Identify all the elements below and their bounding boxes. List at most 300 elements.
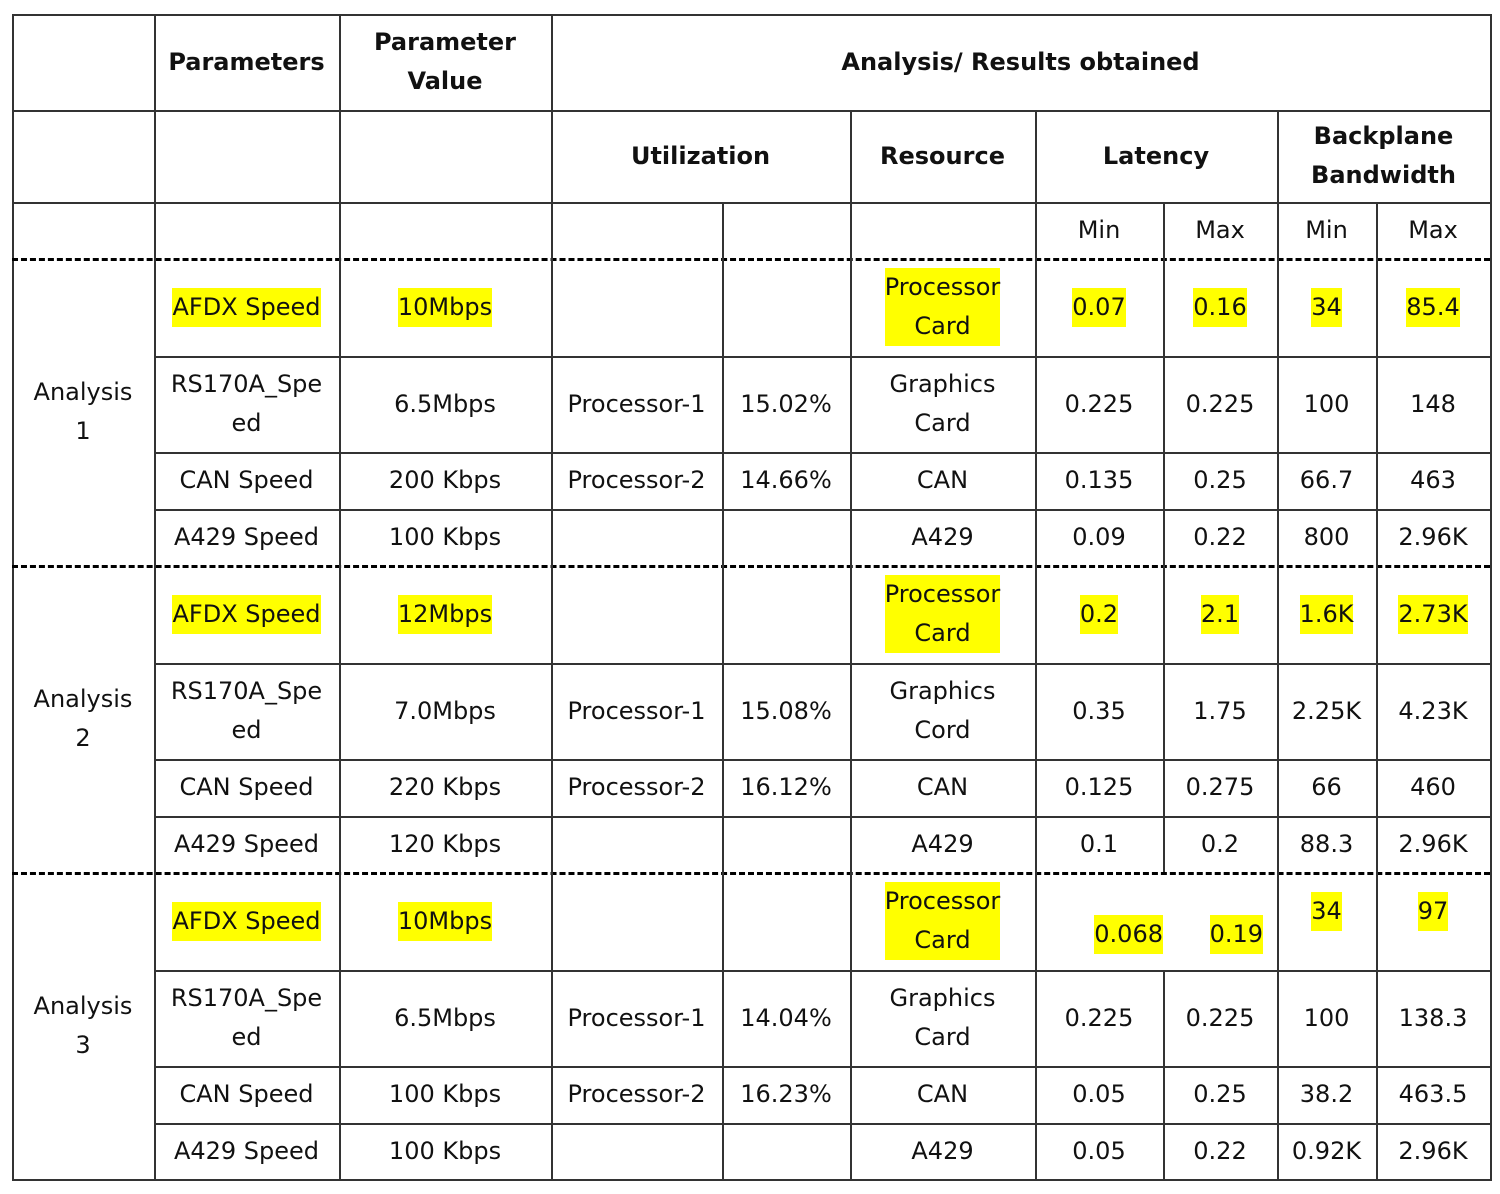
resource-name-text: Processor Card	[885, 575, 1001, 653]
grid-line	[12, 14, 1490, 16]
latency-min	[1035, 509, 1163, 566]
header-utilization-text: Utilization	[630, 141, 771, 170]
grid-line	[1163, 565, 1165, 663]
resource-name-text: CAN	[916, 1080, 969, 1108]
latency-min	[1035, 452, 1163, 509]
parameter-name-text: AFDX Speed	[172, 595, 320, 634]
grid-line	[551, 14, 553, 258]
latency-min-text: 0.05	[1072, 1137, 1126, 1165]
grid-line	[722, 452, 724, 509]
grid-line	[1163, 1123, 1165, 1180]
grid-line	[12, 202, 1490, 204]
latency-min-text: 0.05	[1072, 1080, 1126, 1108]
grid-line	[1376, 565, 1378, 663]
grid-line	[1376, 663, 1378, 759]
bandwidth-min-text: 34	[1311, 892, 1342, 931]
parameter-value	[339, 565, 551, 663]
latency-max-text: 0.19	[1210, 915, 1263, 954]
latency-max	[1163, 816, 1277, 873]
bandwidth-min	[1277, 258, 1376, 356]
bandwidth-max	[1376, 1123, 1490, 1180]
utilization-percent	[722, 759, 850, 816]
grid-line	[1035, 1123, 1037, 1180]
grid-line	[154, 759, 1490, 761]
parameter-name-text: A429 Speed	[173, 830, 320, 858]
grid-line	[850, 565, 852, 663]
grid-line	[1376, 452, 1378, 509]
bandwidth-min-text: 0.92K	[1291, 1137, 1362, 1165]
parameter-value	[339, 452, 551, 509]
parameter-value	[339, 1123, 551, 1180]
grid-line	[1163, 759, 1165, 816]
bandwidth-max-text: 4.23K	[1398, 696, 1468, 725]
grid-line	[850, 663, 852, 759]
grid-line	[339, 1123, 341, 1180]
latency-min	[1035, 970, 1163, 1066]
analysis-label	[12, 258, 154, 566]
header-backplane-bandwidth	[1277, 110, 1490, 202]
grid-line	[1035, 356, 1037, 452]
utilization-percent-text: 14.04%	[740, 1003, 832, 1032]
grid-line	[339, 970, 341, 1066]
header-bandwidth-min-text: Min	[1305, 215, 1348, 244]
grid-line	[339, 872, 341, 970]
bandwidth-max-text: 460	[1410, 773, 1456, 801]
bandwidth-min	[1277, 452, 1376, 509]
grid-line	[1277, 258, 1279, 356]
header-latency-max	[1163, 202, 1277, 258]
bandwidth-min-text: 38.2	[1299, 1080, 1354, 1108]
latency-min-text: 0.225	[1064, 389, 1134, 418]
parameter-value	[339, 970, 551, 1066]
bandwidth-max-text: 138.3	[1398, 1003, 1468, 1032]
latency-min-text: 0.07	[1072, 288, 1125, 327]
resource-name-text: Processor Card	[885, 882, 1001, 960]
bandwidth-min-text: 66.7	[1299, 466, 1354, 494]
parameter-name-text: A429 Speed	[173, 1137, 320, 1165]
parameter-name-text: AFDX Speed	[172, 288, 320, 327]
grid-line	[1376, 759, 1378, 816]
grid-line	[154, 970, 1490, 972]
parameter-value-text: 10Mbps	[398, 288, 492, 327]
grid-line	[722, 970, 724, 1066]
header-latency-max-text: Max	[1195, 215, 1245, 244]
latency-max-text: 2.1	[1201, 595, 1239, 634]
analysis-label	[12, 565, 154, 873]
header-resource	[850, 110, 1035, 202]
grid-line	[154, 1123, 1490, 1125]
utilization-processor	[551, 452, 722, 509]
grid-line	[551, 452, 553, 509]
resource-name	[850, 759, 1035, 816]
resource-name	[850, 509, 1035, 566]
parameter-name-text: RS170A_Spe ed	[170, 370, 323, 437]
grid-line	[339, 258, 341, 356]
grid-line	[551, 258, 553, 356]
bandwidth-min	[1277, 1123, 1376, 1180]
utilization-processor	[551, 663, 722, 759]
grid-line	[154, 356, 1490, 358]
grid-line	[551, 509, 553, 566]
grid-line	[154, 970, 156, 1066]
grid-line	[722, 816, 724, 873]
analysis-label-text: Analysis 1	[33, 378, 133, 445]
resource-name	[850, 1123, 1035, 1180]
grid-line	[1163, 452, 1165, 509]
parameter-name-text: AFDX Speed	[172, 902, 320, 941]
utilization-processor	[551, 816, 722, 873]
resource-name-text: CAN	[916, 773, 969, 801]
resource-name-text: Graphics Cord	[889, 677, 996, 744]
grid-line	[1376, 872, 1378, 970]
grid-line	[850, 816, 852, 873]
bandwidth-min-text: 66	[1311, 773, 1342, 801]
parameter-value-text: 7.0Mbps	[394, 696, 496, 725]
parameter-value	[339, 258, 551, 356]
grid-line	[339, 565, 341, 663]
grid-line	[850, 1066, 852, 1123]
grid-line	[722, 565, 724, 663]
grid-line	[154, 565, 156, 663]
grid-line	[1163, 356, 1165, 452]
grid-line	[1277, 565, 1279, 663]
grid-line	[154, 452, 156, 509]
parameter-name	[154, 663, 339, 759]
grid-line	[339, 1066, 341, 1123]
grid-line	[722, 509, 724, 566]
grid-line	[154, 14, 156, 258]
bandwidth-max-text: 2.73K	[1398, 595, 1467, 634]
parameter-name	[154, 509, 339, 566]
bandwidth-min-text: 800	[1303, 523, 1350, 551]
grid-line	[551, 970, 553, 1066]
grid-line	[1163, 663, 1165, 759]
grid-line	[12, 110, 1490, 112]
analysis-label-text: Analysis 3	[33, 992, 133, 1059]
resource-name	[850, 258, 1035, 356]
bandwidth-max-text: 97	[1418, 892, 1449, 931]
utilization-processor-text: Processor-2	[567, 466, 706, 494]
parameter-value	[339, 1066, 551, 1123]
grid-line	[1035, 452, 1037, 509]
grid-line	[1376, 202, 1378, 258]
parameter-value-text: 6.5Mbps	[394, 389, 496, 418]
parameter-name	[154, 452, 339, 509]
grid-line	[850, 1123, 852, 1180]
resource-name-text: A429	[911, 523, 974, 551]
grid-line	[1035, 258, 1037, 356]
parameter-name-text: A429 Speed	[173, 523, 320, 551]
utilization-processor-text: Processor-1	[567, 696, 706, 725]
latency-max	[1163, 258, 1277, 356]
latency-max	[1163, 872, 1277, 970]
utilization-percent-text: 14.66%	[740, 466, 832, 494]
latency-min	[1035, 1066, 1163, 1123]
latency-min-text: 0.068	[1094, 915, 1163, 954]
latency-max-text: 0.275	[1185, 773, 1255, 801]
grid-line	[1163, 970, 1165, 1066]
resource-name-text: Processor Card	[885, 268, 1001, 346]
grid-line	[1163, 509, 1165, 566]
grid-line	[551, 816, 553, 873]
resource-name-text: A429	[911, 1137, 974, 1165]
latency-min	[1035, 759, 1163, 816]
grid-line	[1376, 356, 1378, 452]
grid-line	[1277, 663, 1279, 759]
bandwidth-min-text: 100	[1303, 1003, 1350, 1032]
utilization-processor	[551, 509, 722, 566]
bandwidth-max	[1376, 663, 1490, 759]
grid-line	[850, 970, 852, 1066]
grid-line	[339, 14, 341, 258]
bandwidth-max-text: 2.96K	[1398, 830, 1468, 858]
utilization-percent	[722, 816, 850, 873]
grid-line	[722, 872, 724, 970]
latency-max	[1163, 1123, 1277, 1180]
grid-line	[1277, 110, 1279, 258]
grid-line	[551, 356, 553, 452]
grid-line	[1277, 1123, 1279, 1180]
latency-max	[1163, 356, 1277, 452]
grid-line	[1035, 509, 1037, 566]
grid-line	[1035, 970, 1037, 1066]
bandwidth-max-text: 463	[1410, 466, 1456, 494]
latency-max	[1163, 565, 1277, 663]
grid-line	[722, 202, 724, 258]
parameter-name	[154, 1123, 339, 1180]
grid-line	[1163, 202, 1165, 258]
parameter-name-text: CAN Speed	[179, 466, 314, 494]
grid-line	[1163, 258, 1165, 356]
header-resource-text: Resource	[880, 141, 1005, 170]
utilization-processor	[551, 1066, 722, 1123]
latency-min	[1035, 356, 1163, 452]
grid-line	[1277, 1066, 1279, 1123]
grid-line	[722, 759, 724, 816]
bandwidth-min	[1277, 663, 1376, 759]
parameter-name-text: RS170A_Spe ed	[170, 677, 323, 744]
parameter-name-text: CAN Speed	[179, 773, 314, 801]
latency-max	[1163, 970, 1277, 1066]
bandwidth-max-text: 2.96K	[1398, 1137, 1468, 1165]
grid-line	[1277, 872, 1279, 970]
utilization-percent	[722, 1066, 850, 1123]
utilization-processor-text: Processor-2	[567, 1080, 706, 1108]
utilization-percent	[722, 1123, 850, 1180]
utilization-processor	[551, 872, 722, 970]
resource-name-text: CAN	[916, 466, 969, 494]
grid-line	[1277, 970, 1279, 1066]
parameter-value	[339, 509, 551, 566]
grid-line	[722, 663, 724, 759]
grid-line	[154, 816, 156, 873]
latency-min-text: 0.225	[1064, 1003, 1134, 1032]
grid-line	[1376, 258, 1378, 356]
utilization-percent	[722, 663, 850, 759]
grid-line	[339, 663, 341, 759]
latency-min	[1035, 663, 1163, 759]
latency-max-text: 0.25	[1193, 466, 1247, 494]
bandwidth-max-text: 85.4	[1406, 288, 1459, 327]
utilization-percent	[722, 970, 850, 1066]
bandwidth-min	[1277, 970, 1376, 1066]
resource-name	[850, 356, 1035, 452]
bandwidth-max	[1376, 452, 1490, 509]
parameter-value-text: 120 Kbps	[388, 830, 502, 858]
parameter-value	[339, 663, 551, 759]
parameter-name	[154, 816, 339, 873]
grid-line	[850, 872, 852, 970]
utilization-processor	[551, 1123, 722, 1180]
grid-line	[722, 356, 724, 452]
header-analysis-results	[551, 14, 1490, 110]
resource-name	[850, 452, 1035, 509]
bandwidth-min	[1277, 565, 1376, 663]
grid-line	[154, 872, 156, 970]
grid-line	[339, 509, 341, 566]
parameter-value	[339, 872, 551, 970]
header-backplane-bandwidth-text: Backplane Bandwidth	[1311, 122, 1456, 189]
grid-line	[850, 452, 852, 509]
latency-max-text: 1.75	[1193, 696, 1247, 725]
utilization-percent	[722, 258, 850, 356]
grid-line	[850, 509, 852, 566]
latency-min-text: 0.35	[1072, 696, 1126, 725]
bandwidth-min	[1277, 872, 1376, 970]
grid-line	[1163, 1066, 1165, 1123]
parameter-value-text: 12Mbps	[398, 595, 492, 634]
latency-max-text: 0.22	[1193, 523, 1247, 551]
latency-max	[1163, 509, 1277, 566]
grid-line	[1490, 14, 1492, 1181]
latency-min-text: 0.09	[1072, 523, 1126, 551]
bandwidth-min-text: 88.3	[1299, 830, 1354, 858]
grid-line	[551, 1123, 553, 1180]
parameter-value-text: 6.5Mbps	[394, 1003, 496, 1032]
parameter-name	[154, 356, 339, 452]
utilization-percent	[722, 356, 850, 452]
utilization-percent-text: 16.23%	[740, 1080, 832, 1108]
header-utilization	[551, 110, 850, 202]
grid-line	[1376, 816, 1378, 873]
parameter-name	[154, 1066, 339, 1123]
latency-max-text: 0.225	[1185, 1003, 1255, 1032]
grid-line	[850, 258, 852, 356]
utilization-processor-text: Processor-2	[567, 773, 706, 801]
header-parameters-text: Parameters	[168, 47, 325, 76]
parameter-name	[154, 872, 339, 970]
resource-name-text: A429	[911, 830, 974, 858]
resource-name-text: Graphics Card	[889, 984, 996, 1051]
bandwidth-max-text: 463.5	[1398, 1080, 1468, 1108]
grid-line	[1376, 970, 1378, 1066]
parameter-value-text: 200 Kbps	[388, 466, 502, 494]
latency-min-text: 0.2	[1080, 595, 1118, 634]
latency-min	[1035, 565, 1163, 663]
header-parameters	[154, 14, 339, 110]
parameter-value	[339, 759, 551, 816]
grid-line	[1035, 816, 1037, 873]
utilization-processor	[551, 356, 722, 452]
analysis-label-text: Analysis 2	[33, 685, 133, 752]
grid-line	[154, 816, 1490, 818]
utilization-processor-text: Processor-1	[567, 389, 706, 418]
resource-name	[850, 816, 1035, 873]
resource-name	[850, 872, 1035, 970]
grid-line	[339, 356, 341, 452]
bandwidth-max	[1376, 759, 1490, 816]
grid-line	[154, 258, 156, 356]
parameter-value	[339, 356, 551, 452]
grid-line	[722, 258, 724, 356]
bandwidth-max	[1376, 1066, 1490, 1123]
grid-line	[1277, 509, 1279, 566]
bandwidth-max	[1376, 970, 1490, 1066]
latency-min-text: 0.125	[1064, 773, 1134, 801]
latency-max	[1163, 759, 1277, 816]
utilization-percent-text: 15.02%	[740, 389, 832, 418]
bandwidth-max	[1376, 356, 1490, 452]
grid-line	[1277, 452, 1279, 509]
grid-line	[1277, 816, 1279, 873]
grid-line	[1277, 356, 1279, 452]
grid-line	[1035, 872, 1037, 970]
utilization-percent	[722, 565, 850, 663]
bandwidth-min-text: 1.6K	[1300, 595, 1354, 634]
grid-line	[1035, 110, 1037, 258]
grid-line	[1376, 509, 1378, 566]
parameter-value-text: 100 Kbps	[388, 1080, 502, 1108]
bandwidth-min	[1277, 759, 1376, 816]
analysis-label	[12, 872, 154, 1180]
resource-name	[850, 565, 1035, 663]
header-analysis-results-text: Analysis/ Results obtained	[841, 47, 1200, 76]
grid-line	[551, 565, 553, 663]
grid-line	[12, 1179, 1490, 1181]
parameter-name	[154, 759, 339, 816]
bandwidth-min-text: 2.25K	[1291, 696, 1362, 725]
latency-max-text: 0.22	[1193, 1137, 1247, 1165]
header-latency	[1035, 110, 1277, 202]
resource-name	[850, 1066, 1035, 1123]
header-latency-text: Latency	[1102, 141, 1210, 170]
grid-line	[1035, 565, 1037, 663]
bandwidth-max-text: 2.96K	[1398, 523, 1468, 551]
utilization-percent-text: 15.08%	[740, 696, 832, 725]
grid-line	[339, 759, 341, 816]
grid-line	[722, 1123, 724, 1180]
bandwidth-max	[1376, 509, 1490, 566]
utilization-processor-text: Processor-1	[567, 1003, 706, 1032]
bandwidth-max	[1376, 565, 1490, 663]
parameter-value-text: 220 Kbps	[388, 773, 502, 801]
parameter-value	[339, 816, 551, 873]
grid-line	[551, 663, 553, 759]
bandwidth-min	[1277, 816, 1376, 873]
grid-line	[551, 1066, 553, 1123]
latency-min-text: 0.1	[1079, 830, 1119, 858]
grid-line	[339, 816, 341, 873]
grid-line	[154, 663, 1490, 665]
resource-name-text: Graphics Card	[889, 370, 996, 437]
header-bandwidth-max	[1376, 202, 1490, 258]
latency-min	[1035, 1123, 1163, 1180]
grid-line	[154, 1066, 156, 1123]
parameter-name	[154, 565, 339, 663]
header-parameter-value-text: Parameter Value	[373, 28, 517, 95]
header-bandwidth-max-text: Max	[1408, 215, 1458, 244]
utilization-percent	[722, 452, 850, 509]
